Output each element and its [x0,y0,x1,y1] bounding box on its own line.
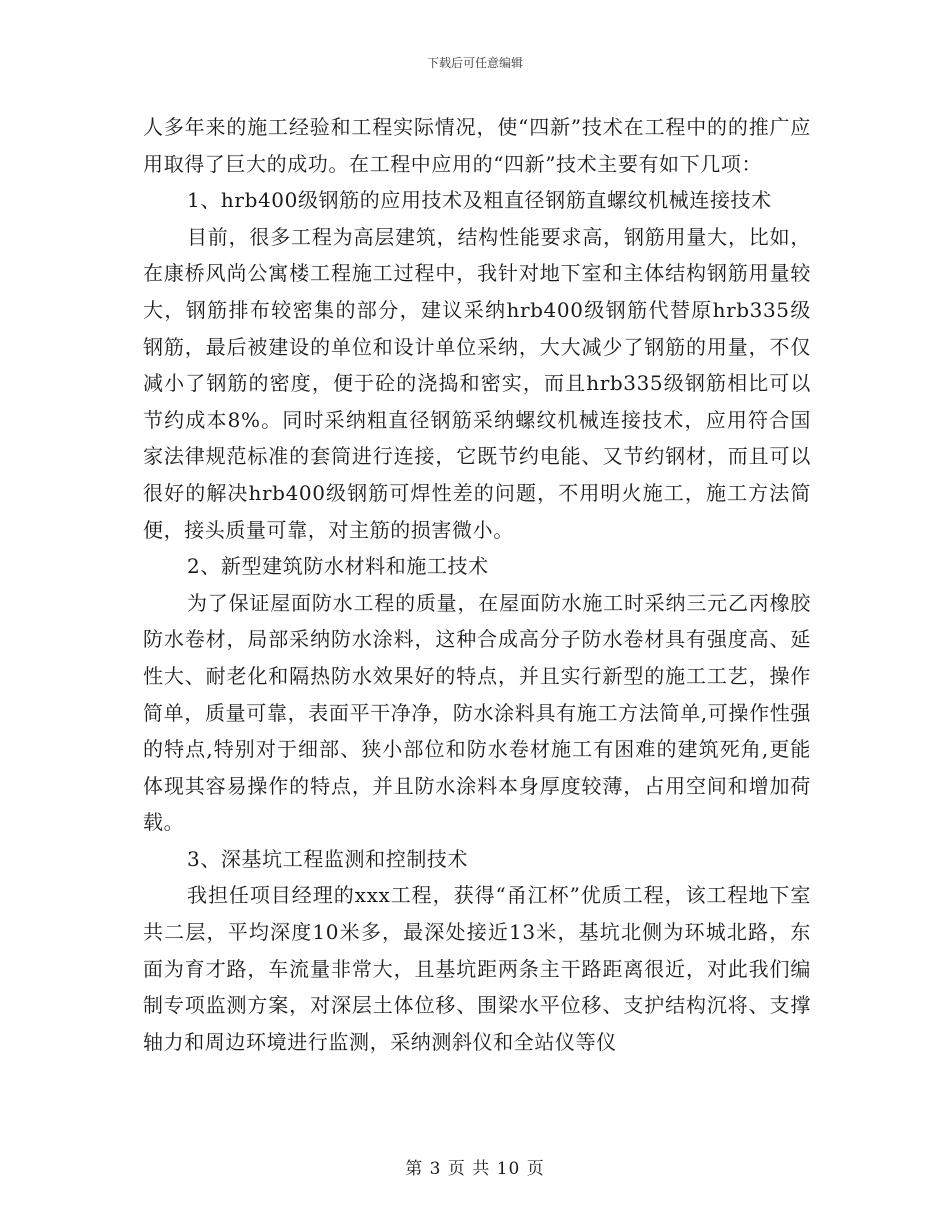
document-body [143,109,811,1060]
section-heading: 2、新型建筑防水材料和施工技术 [187,554,489,579]
paragraph: 目前，很多工程为高层建筑，结构性能要求高，钢筋用量大，比如，在康桥风尚公寓楼工程施工过程中，我针对地下室和主体结构钢筋用量较大，钢筋排布较密集的部分，建议采纳hrb400级钢筋代替原hrb335级钢筋，最后被建设的单位和设计单位采纳，大大减少了钢筋的用量，不仅减小了钢筋的密度，便于砼的浇捣和密实，而且hrb335级钢筋相比可以节约成本8%。同时采纳粗直径钢筋采纳螺纹机械连接技术，应用符合国家法律规范标准的套筒进行连接，它既节约电能、又节约钢材，而且可以很好的解决hrb400级钢筋可焊性差的问题，不用明火施工，施工方法简便，接头质量可靠，对主筋的损害微小。 [143,224,811,542]
paragraph: 人多年来的施工经验和工程实际情况，使“四新”技术在工程中的的推广应用取得了巨大的成功。在工程中应用的“四新”技术主要有如下几项： [143,115,811,176]
page-header: 下载后可任意编辑 [426,56,523,70]
page-number: 第 3 页 共 10 页 [405,1159,545,1179]
paragraph: 我担任项目经理的xxx工程，获得“甬江杯”优质工程，该工程地下室共二层，平均深度10米多，最深处接近13米，基坑北侧为环城北路，东面为育才路，车流量非常大，且基坑距两条主干路距离很近，对此我们编制专项监测方案，对深层土体位移、围梁水平位移、支护结构沉将、支撑轴力和周边环境进行监测，采纳测斜仪和全站仪等仪 [143,883,811,1054]
section-heading: 3、深基坑工程监测和控制技术 [187,846,469,871]
section-heading: 1、hrb400级钢筋的应用技术及粗直径钢筋直螺纹机械连接技术 [187,188,772,213]
paragraph: 为了保证屋面防水工程的质量，在屋面防水施工时采纳三元乙丙橡胶防水卷材，局部采纳防水涂料，这种合成高分子防水卷材具有强度高、延性大、耐老化和隔热防水效果好的特点，并且实行新型的施工工艺，操作简单，质量可靠，表面平干净净，防水涂料具有施工方法简单,可操作性强的特点,特别对于细部、狭小部位和防水卷材施工有困难的建筑死角,更能体现其容易操作的特点，并且防水涂料本身厚度较薄，占用空间和增加荷载。 [143,590,811,835]
